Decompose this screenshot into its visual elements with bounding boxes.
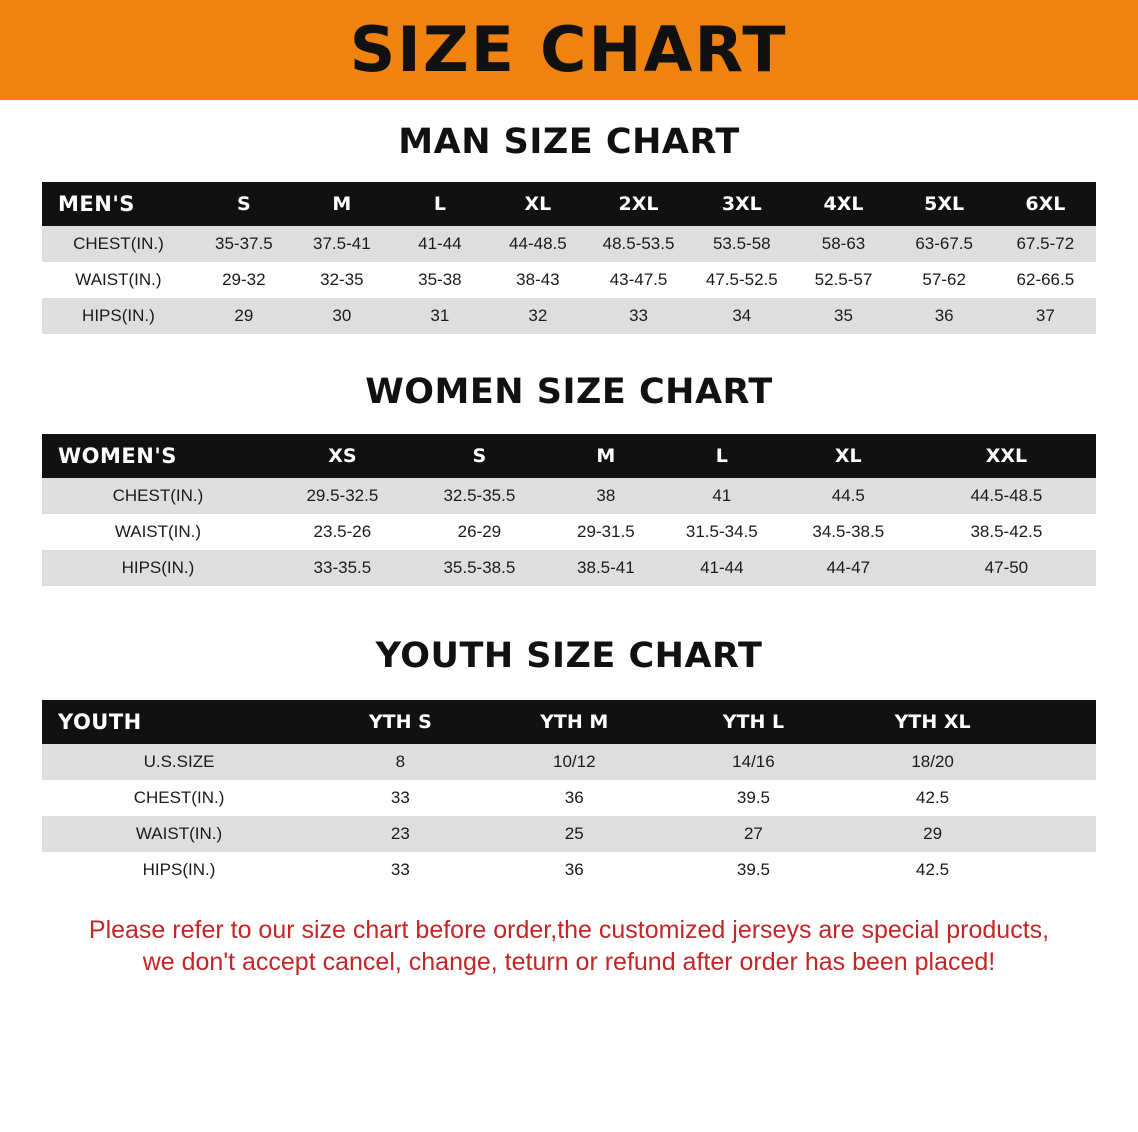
cell: 48.5-53.5 xyxy=(587,226,690,262)
cell: 30 xyxy=(293,298,391,334)
cell: 27 xyxy=(664,816,843,852)
col-header: YTH L xyxy=(664,700,843,744)
cell: 36 xyxy=(485,780,664,816)
row-header: U.S.SIZE xyxy=(42,744,316,780)
table-header-row xyxy=(42,434,1096,478)
col-header: S xyxy=(411,434,548,478)
col-header: M xyxy=(548,434,664,478)
cell: 31 xyxy=(391,298,489,334)
col-header: L xyxy=(664,434,780,478)
cell: 34 xyxy=(690,298,793,334)
col-header: XL xyxy=(780,434,917,478)
page-title: SIZE CHART xyxy=(350,13,788,86)
cell: 53.5-58 xyxy=(690,226,793,262)
col-header: 6XL xyxy=(995,182,1096,226)
cell: 33 xyxy=(316,780,485,816)
cell: 25 xyxy=(485,816,664,852)
women-table-wrap xyxy=(42,434,1096,586)
table-row xyxy=(42,298,1096,334)
cell: 39.5 xyxy=(664,852,843,888)
cell: 41-44 xyxy=(664,550,780,586)
cell: 42.5 xyxy=(843,780,1022,816)
cell: 35 xyxy=(793,298,893,334)
cell: 44.5 xyxy=(780,478,917,514)
cell: 29 xyxy=(195,298,293,334)
policy-note-line-2: we don't accept cancel, change, teturn or refund after order has been placed! xyxy=(142,948,996,976)
cell: 33 xyxy=(587,298,690,334)
row-header: WAIST(IN.) xyxy=(42,816,316,852)
col-header: XL xyxy=(489,182,587,226)
cell: 29-31.5 xyxy=(548,514,664,550)
table-header-row xyxy=(42,700,1096,744)
man-table-wrap xyxy=(42,182,1096,334)
policy-note xyxy=(34,914,1104,978)
row-header: HIPS(IN.) xyxy=(42,550,274,586)
row-header: CHEST(IN.) xyxy=(42,780,316,816)
cell: 41 xyxy=(664,478,780,514)
cell: 23 xyxy=(316,816,485,852)
youth-table-wrap xyxy=(42,700,1096,888)
cell: 47.5-52.5 xyxy=(690,262,793,298)
table-row xyxy=(42,816,1096,852)
cell: 57-62 xyxy=(894,262,995,298)
row-header: CHEST(IN.) xyxy=(42,478,274,514)
cell: 31.5-34.5 xyxy=(664,514,780,550)
col-header: XS xyxy=(274,434,411,478)
row-header: WAIST(IN.) xyxy=(42,262,195,298)
youth-size-table xyxy=(42,700,1096,888)
cell: 32.5-35.5 xyxy=(411,478,548,514)
cell: 58-63 xyxy=(793,226,893,262)
cell: 32 xyxy=(489,298,587,334)
col-header: YTH M xyxy=(485,700,664,744)
row-header: HIPS(IN.) xyxy=(42,852,316,888)
cell: 52.5-57 xyxy=(793,262,893,298)
col-header: XXL xyxy=(917,434,1096,478)
cell: 29.5-32.5 xyxy=(274,478,411,514)
cell: 47-50 xyxy=(917,550,1096,586)
cell: 62-66.5 xyxy=(995,262,1096,298)
table-row xyxy=(42,514,1096,550)
cell: 26-29 xyxy=(411,514,548,550)
man-size-table xyxy=(42,182,1096,334)
col-header: S xyxy=(195,182,293,226)
man-section-heading: MAN SIZE CHART xyxy=(398,122,740,162)
cell: 33 xyxy=(316,852,485,888)
col-header: MEN'S xyxy=(42,182,195,226)
col-header: 2XL xyxy=(587,182,690,226)
table-row xyxy=(42,550,1096,586)
cell: 36 xyxy=(485,852,664,888)
cell: 33-35.5 xyxy=(274,550,411,586)
cell: 42.5 xyxy=(843,852,1022,888)
policy-note-line-1: Please refer to our size chart before order,the customized jerseys are special products, xyxy=(88,916,1050,944)
table-row xyxy=(42,744,1096,780)
cell: 23.5-26 xyxy=(274,514,411,550)
col-header: 4XL xyxy=(793,182,893,226)
cell: 35.5-38.5 xyxy=(411,550,548,586)
cell: 34.5-38.5 xyxy=(780,514,917,550)
cell: 36 xyxy=(894,298,995,334)
cell: 14/16 xyxy=(664,744,843,780)
cell: 8 xyxy=(316,744,485,780)
cell: 44-47 xyxy=(780,550,917,586)
cell-spacer xyxy=(1022,744,1096,780)
col-header: L xyxy=(391,182,489,226)
women-section-heading: WOMEN SIZE CHART xyxy=(365,372,773,412)
cell: 67.5-72 xyxy=(995,226,1096,262)
col-header: WOMEN'S xyxy=(42,434,274,478)
women-size-table xyxy=(42,434,1096,586)
cell: 29-32 xyxy=(195,262,293,298)
col-header: YTH XL xyxy=(843,700,1022,744)
row-header: WAIST(IN.) xyxy=(42,514,274,550)
cell: 39.5 xyxy=(664,780,843,816)
row-header: HIPS(IN.) xyxy=(42,298,195,334)
cell: 29 xyxy=(843,816,1022,852)
banner xyxy=(0,0,1138,100)
col-header: YTH S xyxy=(316,700,485,744)
table-row xyxy=(42,478,1096,514)
cell-spacer xyxy=(1022,852,1096,888)
col-header: 5XL xyxy=(894,182,995,226)
table-row xyxy=(42,780,1096,816)
cell: 38 xyxy=(548,478,664,514)
cell: 44.5-48.5 xyxy=(917,478,1096,514)
cell: 38-43 xyxy=(489,262,587,298)
col-header: YOUTH xyxy=(42,700,316,744)
table-row xyxy=(42,262,1096,298)
cell: 38.5-41 xyxy=(548,550,664,586)
cell: 63-67.5 xyxy=(894,226,995,262)
cell: 32-35 xyxy=(293,262,391,298)
cell: 35-37.5 xyxy=(195,226,293,262)
cell: 18/20 xyxy=(843,744,1022,780)
col-header-spacer xyxy=(1022,700,1096,744)
cell-spacer xyxy=(1022,780,1096,816)
cell: 38.5-42.5 xyxy=(917,514,1096,550)
cell: 37 xyxy=(995,298,1096,334)
youth-section-heading: YOUTH SIZE CHART xyxy=(375,636,763,676)
cell: 35-38 xyxy=(391,262,489,298)
table-row xyxy=(42,226,1096,262)
cell: 43-47.5 xyxy=(587,262,690,298)
cell: 41-44 xyxy=(391,226,489,262)
cell-spacer xyxy=(1022,816,1096,852)
col-header: M xyxy=(293,182,391,226)
cell: 37.5-41 xyxy=(293,226,391,262)
table-header-row xyxy=(42,182,1096,226)
table-row xyxy=(42,852,1096,888)
cell: 10/12 xyxy=(485,744,664,780)
cell: 44-48.5 xyxy=(489,226,587,262)
col-header: 3XL xyxy=(690,182,793,226)
row-header: CHEST(IN.) xyxy=(42,226,195,262)
